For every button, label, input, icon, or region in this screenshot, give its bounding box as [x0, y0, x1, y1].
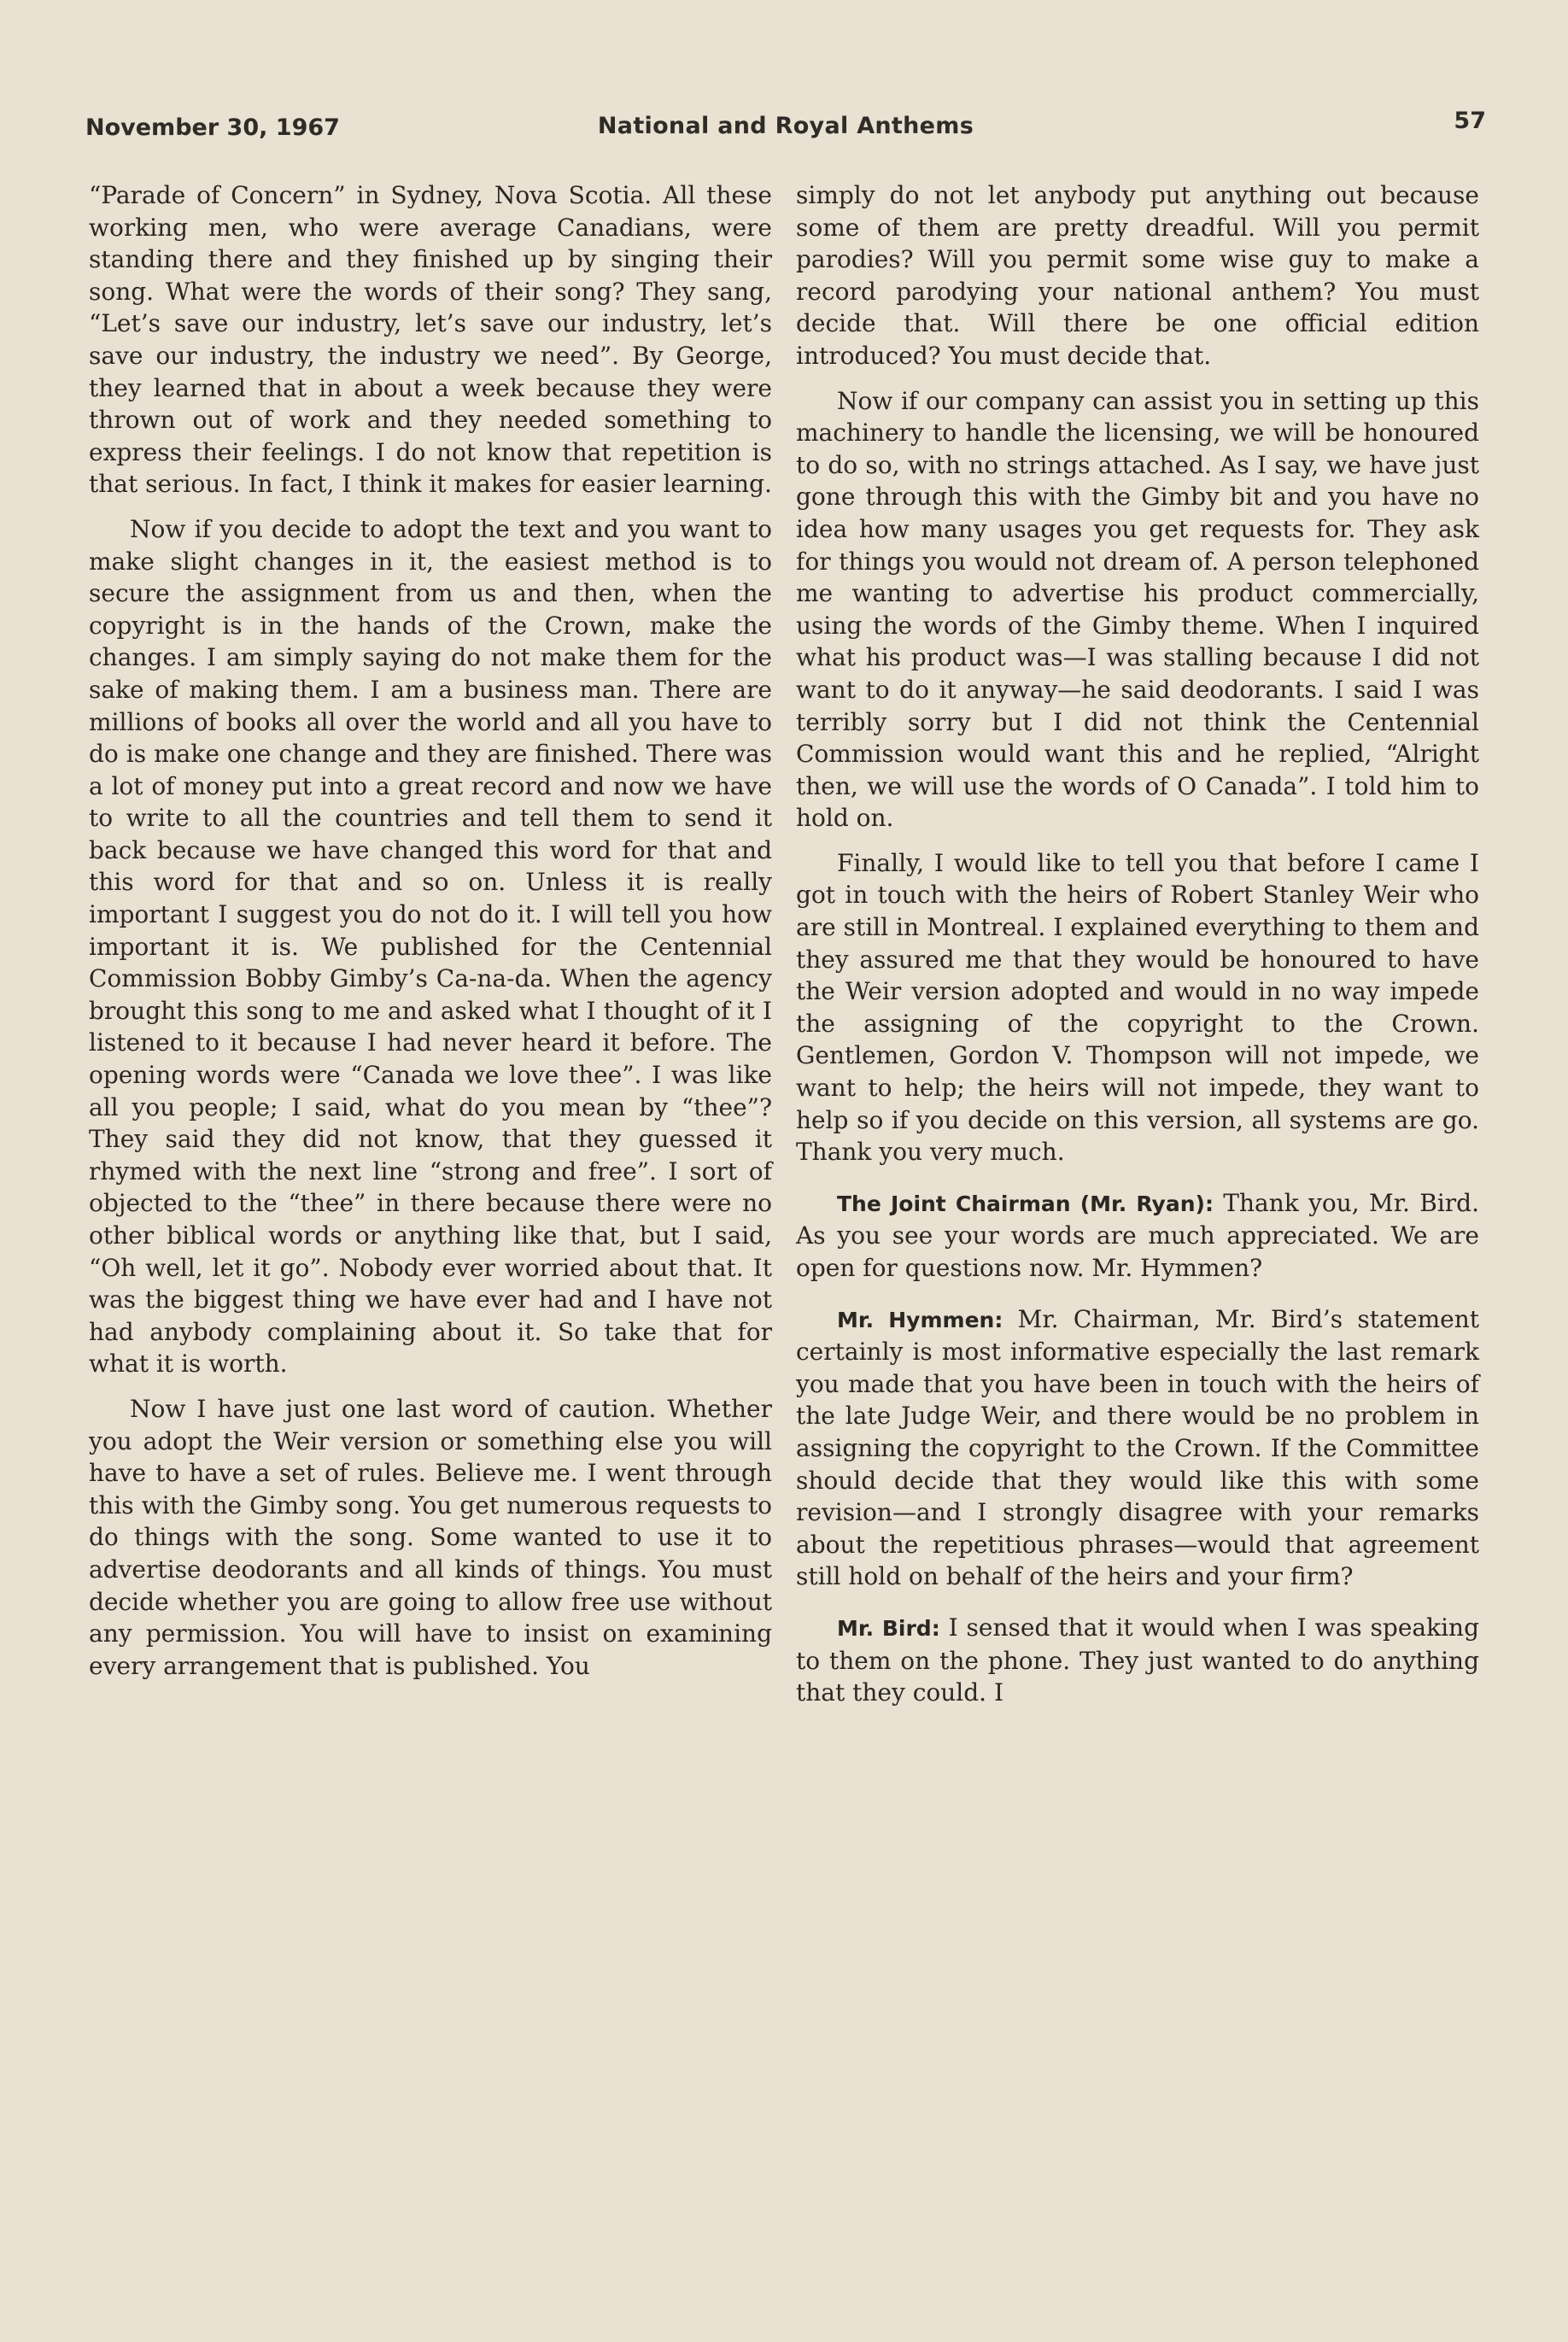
speaker-name: Mr. Hymmen: — [837, 1307, 1003, 1332]
right-column — [796, 179, 1479, 1722]
header-title: National and Royal Anthems — [597, 113, 974, 139]
paragraph: Now I have just one last word of caution. Whether you adopt the Weir version or something else you will have to have a set of rules. Believe me. I went through this with the Gimby song. You get numerous requests to do things with the song. Some wanted to use it to advertise deodorants and all kinds of things. You must decide whether you are going to allow free use without any permission. You will have to insist on examining every arrangement that is published. You — [89, 1394, 772, 1680]
running-header — [85, 102, 1486, 154]
speech-text: Mr. Chairman, Mr. Bird’s statement certainly is most informative especially the last remark you made that you have been in touch with the heirs of the late Judge Weir, and there would be no problem in assigning the copyright to the Crown. If the Committee should decide that they would like this with some revision—and I strongly disagree with your remarks about the repetitious phrases—would that agreement still hold on behalf of the heirs and your firm? — [796, 1304, 1479, 1591]
speaker-name: Mr. Bird: — [837, 1615, 940, 1641]
paragraph: Now if our company can assist you in setting up this machinery to handle the licensing, we will be honoured to do so, with no strings attached. As I say, we have just gone through this with the Gimby bit and you have no idea how many usages you get requests for. They ask for things you would not dream of. A person telephoned me wanting to advertise his product commercially, using the words of the Gimby theme. When I inquired what his product was—I was stalling because I did not want to do it anyway—he said deodorants. I said I was terribly sorry but I did not think the Centennial Commission would want this and he replied, “Alright then, we will use the words of O Canada”. I told him to hold on. — [796, 386, 1479, 833]
paragraph: “Parade of Concern” in Sydney, Nova Scotia. All these working men, who were average Canadians, were standing there and they finished up by singing their song. What were the words of their song? They sang, “Let’s save our industry, let’s save our industry, let’s save our industry, the industry we need”. By George, they learned that in about a week because they were thrown out of work and they needed something to express their feelings. I do not know that repetition is that serious. In fact, I think it makes for easier learning. — [89, 181, 772, 499]
paragraph: Finally, I would like to tell you that before I came I got in touch with the heirs of Robert Stanley Weir who are still in Montreal. I explained everything to them and they assured me that they would be honoured to have the Weir version adopted and would in no way impede the assigning of the copyright to the Crown. Gentlemen, Gordon V. Thompson will not impede, we want to help; the heirs will not impede, they want to help so if you decide on this version, all systems are go. Thank you very much. — [796, 848, 1479, 1167]
paragraph: simply do not let anybody put anything out because some of them are pretty dreadful. Will you permit parodies? Will you permit some wise guy to make a record parodying your national anthem? You must decide that. Will there be one official edition introduced? You must decide that. — [796, 181, 1479, 370]
left-column — [89, 179, 772, 1695]
speaker-name: The Joint Chairman (Mr. Ryan): — [837, 1191, 1214, 1216]
speech-paragraph — [796, 1187, 1479, 1285]
speech-paragraph — [796, 1303, 1479, 1593]
header-date: November 30, 1967 — [85, 114, 340, 141]
speech-paragraph — [796, 1612, 1479, 1709]
speech-text: I sensed that it would when I was speaking to them on the phone. They just wanted to do anything that they could. I — [796, 1613, 1479, 1707]
paragraph: Now if you decide to adopt the text and you want to make slight changes in it, the easiest method is to secure the assignment from us and then, when the copyright is in the hands of the Crown, make the changes. I am simply saying do not make them for the sake of making them. I am a business man. There are millions of books all over the world and all you have to do is make one change and they are finished. There was a lot of money put into a great record and now we have to write to all the countries and tell them to send it back because we have changed this word for that and this word for that and so on. Unless it is really important I suggest you do not do it. I will tell you how important it is. We published for the Centennial Commission Bobby Gimby’s Ca-na-da. When the agency brought this song to me and asked what I thought of it I listened to it because I had never heard it before. The opening words were “Canada we love thee”. I was like all you people; I said, what do you mean by “thee”? They said they did not know, that they guessed it rhymed with the next line “strong and free”. I sort of objected to the “thee” in there because there were no other biblical words or anything like that, but I said, “Oh well, let it go”. Nobody ever worried about that. It was the biggest thing we have ever had and I have not had anybody complaining about it. So take that for what it is worth. — [89, 514, 772, 1379]
page-number: 57 — [1454, 108, 1486, 134]
speech-text: Thank you, Mr. Bird. As you see your words are much appreciated. We are open for questions now. Mr. Hymmen? — [796, 1188, 1479, 1282]
